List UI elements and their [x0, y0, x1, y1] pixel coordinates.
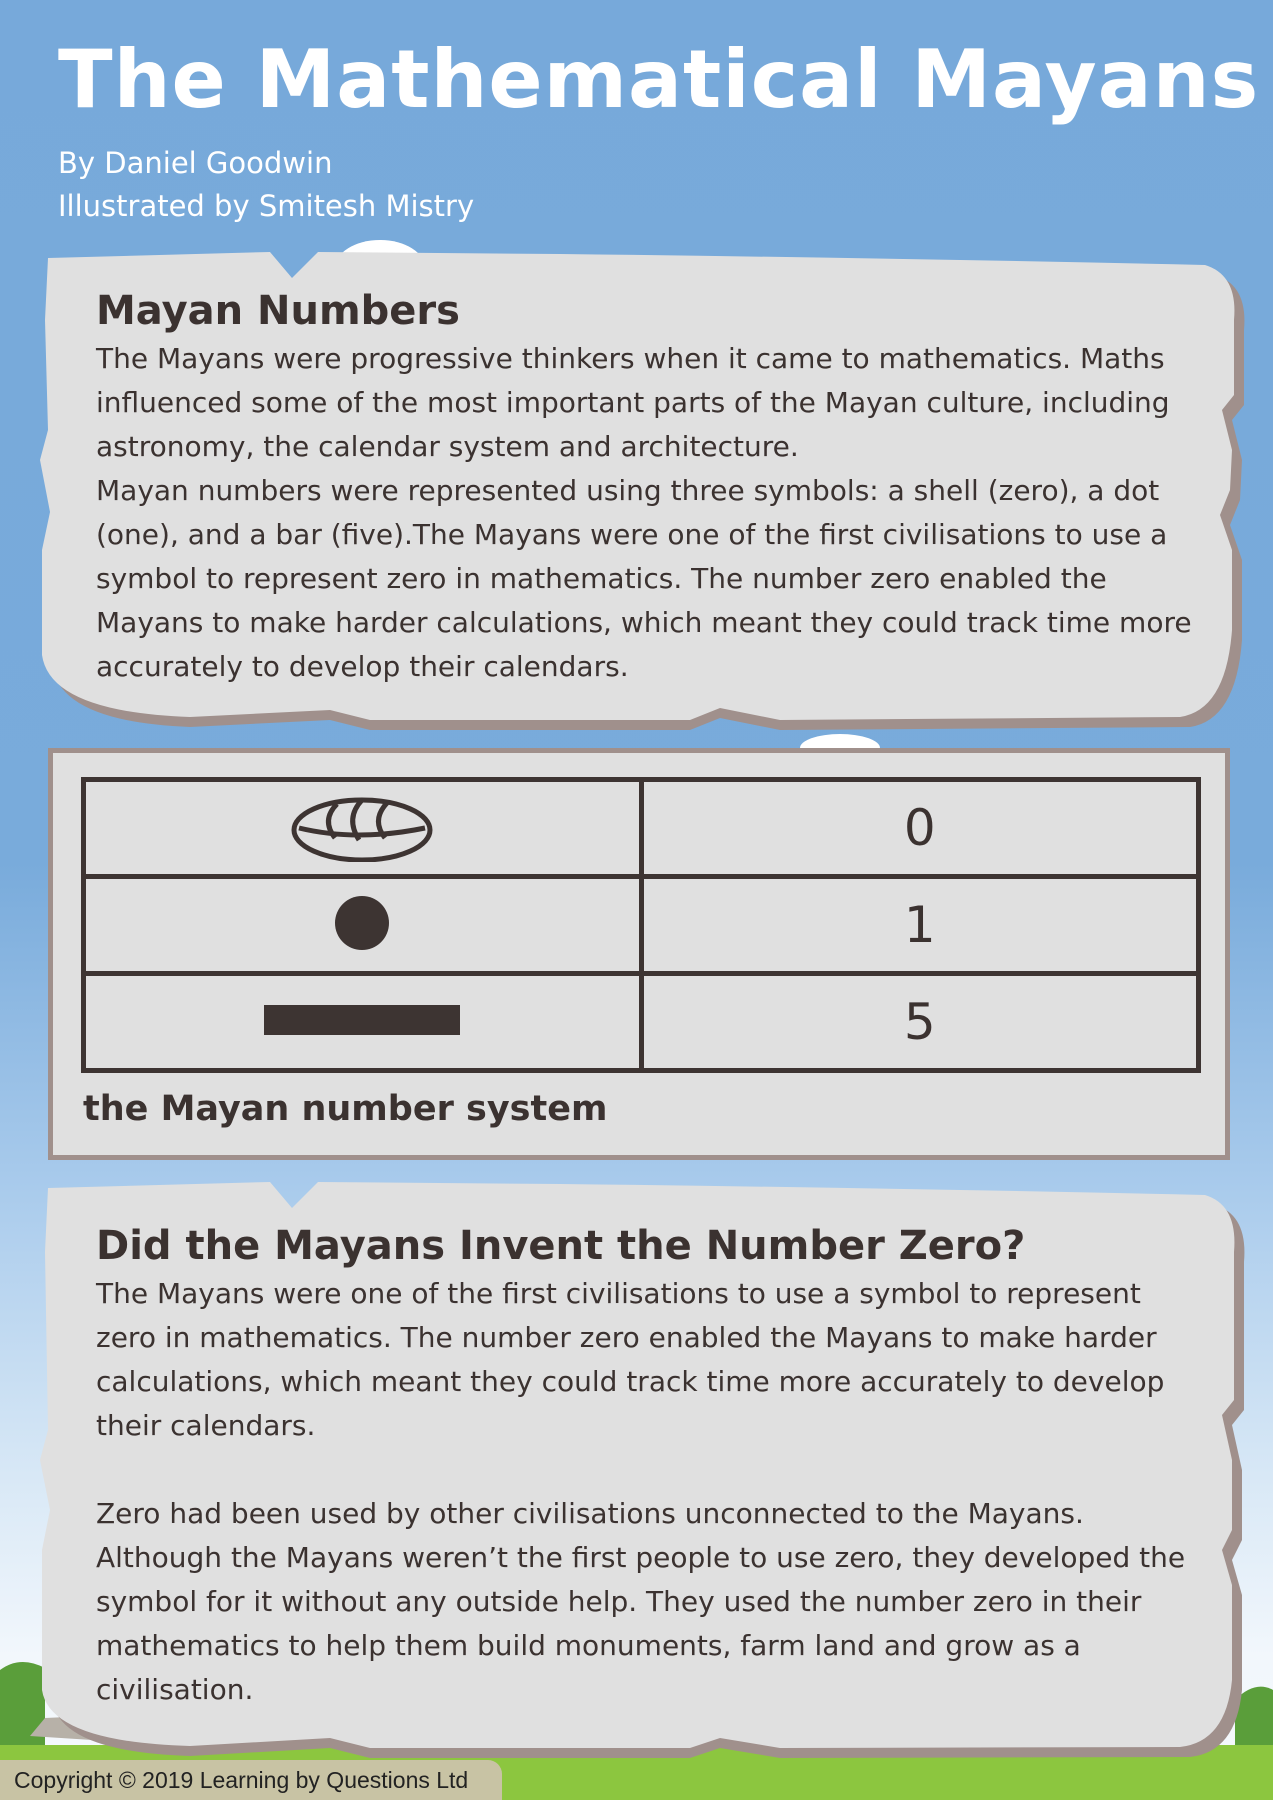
copyright-footer: Copyright © 2019 Learning by Questions Ltd: [0, 1760, 502, 1800]
table-caption: the Mayan number system: [83, 1089, 608, 1129]
number-value: 1: [903, 896, 936, 954]
panel-content: [96, 1220, 1206, 1712]
author-credit: By Daniel Goodwin: [58, 146, 333, 180]
paragraph: The Mayans were one of the first civilisations to use a symbol to represent zero in mathematics. The number zero enabled the Mayans to make harder calculations, which meant they could track time more accurately to develop their calendars.: [96, 1277, 1165, 1442]
number-value: 0: [903, 799, 936, 857]
number-value: 5: [903, 993, 936, 1051]
page-title: The Mathematical Mayans: [58, 33, 1260, 126]
paragraph-spacer: [96, 1448, 1206, 1492]
section-heading: Mayan Numbers: [96, 288, 460, 334]
paragraph: The Mayans were progressive thinkers when it came to mathematics. Maths influenced some of the most important parts of the Mayan culture, including astronomy, the calendar system and architecture.: [96, 342, 1170, 463]
illustrator-credit: Illustrated by Smitesh Mistry: [58, 189, 475, 223]
section-heading: Did the Mayans Invent the Number Zero?: [96, 1223, 1026, 1269]
paragraph: Mayan numbers were represented using three symbols: a shell (zero), a dot (one), and a bar (five).The Mayans were one of the first civilisations to use a symbol to represent zero in mathematics. The number zero enabled the Mayans to make harder calculations, which meant they could track time more accurately to develop their calendars.: [96, 474, 1192, 683]
paragraph: Zero had been used by other civilisations unconnected to the Mayans. Although the Mayans weren’t the first people to use zero, they developed the symbol for it without any outside help. They used the number zero in their mathematics to help them build monuments, farm land and grow as a civilisation.: [96, 1497, 1186, 1706]
